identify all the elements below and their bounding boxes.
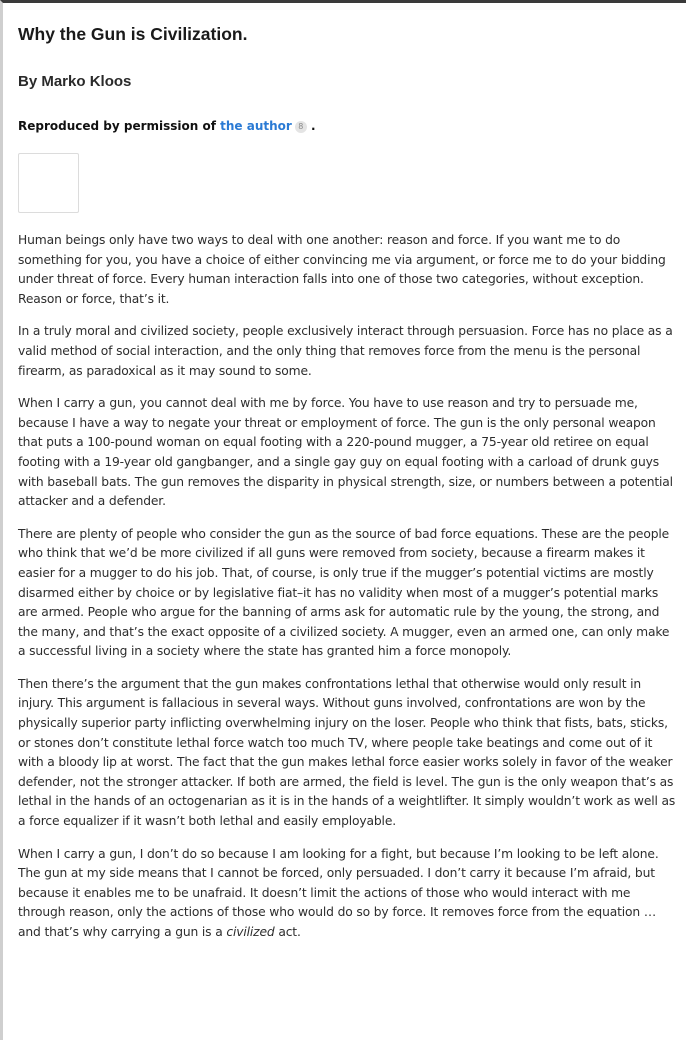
article-title: Why the Gun is Civilization. [18, 24, 248, 44]
permission-line [18, 119, 316, 133]
paragraph: There are plenty of people who consider the gun as the source of bad force equations. These are the people who think that we’d be more civilized if all guns were removed from society, because a firearm makes it easier for a mugger to do his job. That, of course, is only true if the mugger’s potential victims are mostly disarmed either by choice or by legislative fiat–it has no validity when most of a mugger’s potential marks are armed. People who argue for the banning of arms ask for automatic rule by the young, the strong, and the many, and that’s the exact opposite of a civilized society. A mugger, even an armed one, can only make a successful living in a society where the state has granted him a force monopoly. [18, 526, 670, 659]
permission-prefix: Reproduced by permission of [18, 119, 216, 133]
link-count-badge: 8 [295, 121, 307, 133]
paragraph: Human beings only have two ways to deal with one another: reason and force. If you want me to do something for you, you have a choice of either convincing me via argument, or force me to do your bidding under threat of force. Every human interaction falls into one of those two categories, without exception. Reason or force, that’s it. [18, 233, 666, 306]
article-body [18, 231, 678, 956]
paragraph: Then there’s the argument that the gun makes confrontations lethal that otherwise would only result in injury. This argument is fallacious in several ways. Without guns involved, confrontations are won by the physically superior party inflicting overwhelming injury on the loser. People who think that fists, bats, sticks, or stones don’t constitute lethal force watch too much TV, where people take beatings and come out of it with a bloody lip at worst. The fact that the gun makes lethal force easier works solely in favor of the weaker defender, not the stronger attacker. If both are armed, the field is level. The gun is the only weapon that’s as lethal in the hands of an octogenarian as it is in the hands of a weightlifter. It simply wouldn’t work as well as a force equalizer if it wasn’t both lethal and easily employable. [18, 676, 676, 829]
article-byline: By Marko Kloos [18, 73, 132, 90]
paragraph: When I carry a gun, you cannot deal with me by force. You have to use reason and try to persuade me, because I have a way to negate your threat or employment of force. The gun is the only personal weapon that puts a 100-pound woman on equal footing with a 220-pound mugger, a 75-year old retiree on equal footing with a 19-year old gangbanger, and a single gay guy on equal footing with a carload of drunk guys with baseball bats. The gun removes the disparity in physical strength, size, or numbers between a potential attacker and a defender. [18, 396, 673, 509]
paragraph-last [18, 845, 678, 943]
image-placeholder [18, 153, 79, 213]
author-link[interactable]: the author [220, 119, 292, 133]
permission-suffix: . [311, 119, 316, 133]
emphasis-civilized: civilized [226, 925, 275, 939]
article-content [18, 21, 678, 939]
last-paragraph-end: act. [278, 925, 301, 939]
last-paragraph-text: When I carry a gun, I don’t do so because I am looking for a fight, but because I’m looking to be left alone. The gun at my side means that I cannot be forced, only persuaded. I don’t carry it because I’m afraid, but because it enables me to be unafraid. It doesn’t limit the actions of those who would interact with me through reason, only the actions of those who would do so by force. It removes force from the equation … and that’s why carrying a gun is a [18, 846, 659, 939]
paragraph: In a truly moral and civilized society, people exclusively interact through persuasion. Force has no place as a valid method of social interaction, and the only thing that removes force from the menu is the personal firearm, as paradoxical as it may sound to some. [18, 324, 673, 378]
